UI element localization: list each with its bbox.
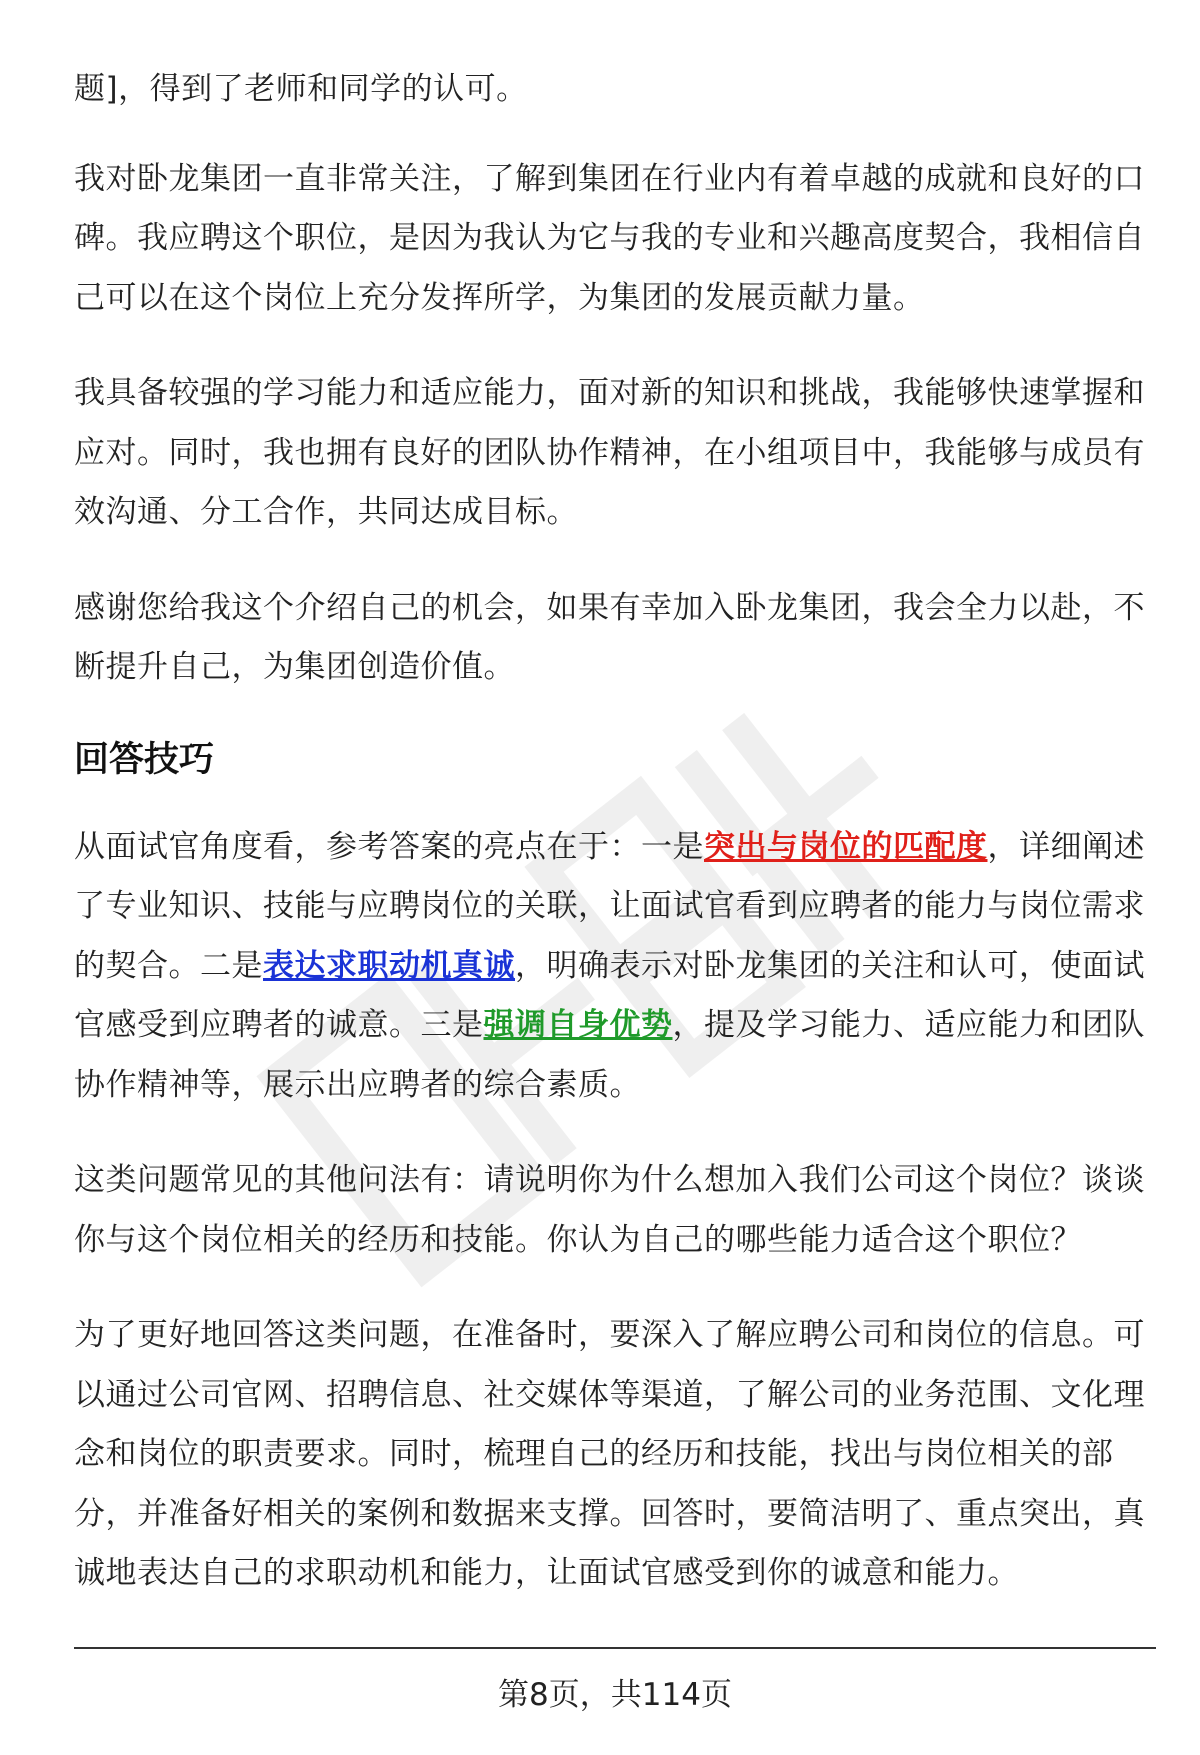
section-heading: 回答技巧 <box>74 739 215 780</box>
analysis-text-1: 从面试官角度看，参考答案的亮点在于：一是 <box>74 828 704 865</box>
analysis-text-4: ，提及学习能力、适应能力和团队协作精神等，展示出应聘者的综合素质。 <box>74 1007 1145 1103</box>
paragraph-other-questions: 这类问题常见的其他问法有：请说明你为什么想加入我们公司这个岗位？谈谈你与这个岗位相关的经历和技能。你认为自己的哪些能力适合这个职位？ <box>74 1162 1145 1258</box>
paragraph-intro-end: 题]，得到了老师和同学的认可。 <box>74 71 528 107</box>
paragraph-preparation: 为了更好地回答这类问题，在准备时，要深入了解应聘公司和岗位的信息。可以通过公司官网、招聘信息、社交媒体等渠道，了解公司的业务范围、文化理念和岗位的职责要求。同时，梳理自己的经历和技能，找出与岗位相关的部分，并准备好相关的案例和数据来支撑。回答时，要简洁明了、重点突出，真诚地表达自己的求职动机和能力，让面试官感受到你的诚意和能力。 <box>74 1317 1145 1591</box>
footer-divider <box>74 1647 1156 1649</box>
highlight-own-strengths: 强调自身优势 <box>483 1007 673 1043</box>
page-number: 第8页，共114页 <box>498 1677 732 1713</box>
highlight-sincere-motivation: 表达求职动机真诚 <box>263 947 515 984</box>
paragraph-closing: 感谢您给我这个介绍自己的机会，如果有幸加入卧龙集团，我会全力以赴，不断提升自己，为集团创造价值。 <box>74 589 1145 685</box>
highlight-job-match: 突出与岗位的匹配度 <box>704 828 988 865</box>
paragraph-abilities: 我具备较强的学习能力和适应能力，面对新的知识和挑战，我能够快速掌握和应对。同时，我也拥有良好的团队协作精神，在小组项目中，我能够与成员有效沟通、分工合作，共同达成目标。 <box>74 375 1145 530</box>
document-body <box>74 60 1154 1640</box>
paragraph-motivation: 我对卧龙集团一直非常关注，了解到集团在行业内有着卓越的成就和良好的口碑。我应聘这个职位，是因为我认为它与我的专业和兴趣高度契合，我相信自己可以在这个岗位上充分发挥所学，为集团的发展贡献力量。 <box>74 160 1145 316</box>
analysis-text-2: ，详细阐述了专业知识、技能与应聘岗位的关联，让面试官看到应聘者的能力与岗位需求的契合。二是 <box>74 828 1145 984</box>
paragraph-analysis <box>74 818 1154 1116</box>
analysis-text-3: ，明确表示对卧龙集团的关注和认可，使面试官感受到应聘者的诚意。三是 <box>74 947 1145 1043</box>
